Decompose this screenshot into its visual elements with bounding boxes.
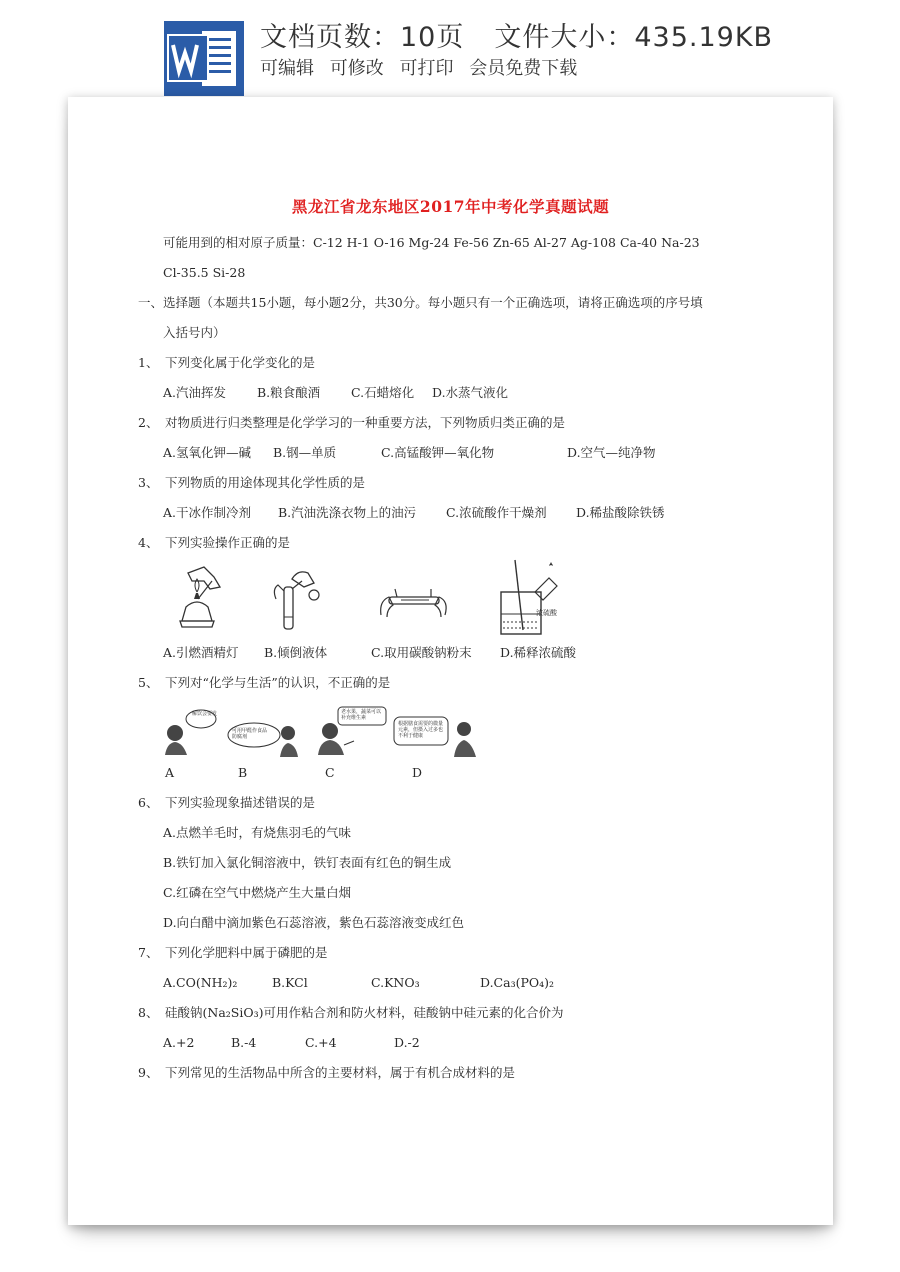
option-c: C.+4 [305, 1035, 337, 1050]
option-b: B.汽油洗涤衣物上的油污 [278, 505, 417, 520]
option-b: B.粮食酿酒 [257, 385, 321, 400]
speech-text: 根据膳食需要的微量元素，但摄入过多也不利于健康 [398, 721, 444, 739]
question-text: 下列实验操作正确的是 [165, 535, 291, 550]
question-text: 下列物质的用途体现其化学性质的是 [165, 475, 366, 490]
atomic-masses-line-2: Cl-35.5 Si-28 [163, 265, 246, 280]
option-d: D.-2 [394, 1035, 420, 1050]
option-a: A.氢氧化钾—碱 [163, 445, 252, 460]
question-text: 硅酸钠(Na₂SiO₃)可用作粘合剂和防火材料，硅酸钠中硅元素的化合价为 [165, 1005, 564, 1020]
question-text: 下列对“化学与生活”的认识，不正确的是 [165, 675, 391, 690]
option-b: B.铁钉加入氯化铜溶液中，铁钉表面有红色的铜生成 [163, 855, 452, 870]
option-a: A.干冰作制冷剂 [163, 505, 252, 520]
atomic-masses-line-1: 可能用到的相对原子质量：C-12 H-1 O-16 Mg-24 Fe-56 Zn-65 Al-27 Ag-108 Ca-40 Na-23 [163, 235, 700, 250]
document-page [68, 97, 833, 1225]
option-b: B.钢—单质 [273, 445, 337, 460]
speech-text: 解饮会要发 [192, 711, 218, 717]
powder-spatula-figure [373, 575, 453, 630]
option-a: A.汽油挥发 [163, 385, 227, 400]
alcohol-lamp-figure [168, 559, 228, 639]
speech-text: 可用甲醛作食品防腐剂 [232, 728, 268, 740]
option-d: D.水蒸气液化 [432, 385, 509, 400]
section-heading-line-1: 一、选择题（本题共15小题，每小题2分，共30分。每小题只有一个正确选项，请将正确选项的序号填 [138, 295, 703, 310]
section-heading-line-2: 入括号内） [163, 325, 226, 340]
option-b: B.-4 [231, 1035, 257, 1050]
question-number: 4、 [138, 535, 159, 550]
option-a: A.+2 [163, 1035, 195, 1050]
figure-label: 浓硫酸 [536, 609, 557, 617]
option-c: C.高锰酸钾—氧化物 [381, 445, 495, 460]
option-c: C.红磷在空气中燃烧产生大量白烟 [163, 885, 352, 900]
option-d: D.稀盐酸除铁锈 [576, 505, 665, 520]
option-c: C.取用碳酸钠粉末 [371, 645, 472, 660]
question-number: 1、 [138, 355, 159, 370]
option-c: C [325, 765, 335, 780]
option-d: D.向白醋中滴加紫色石蕊溶液，紫色石蕊溶液变成红色 [163, 915, 465, 930]
speech-text: 老水果，蔬菜可以补充维生素 [341, 709, 382, 721]
feature-editable: 可编辑 [260, 58, 314, 79]
option-a: A [165, 765, 175, 780]
feature-modifiable: 可修改 [329, 58, 384, 79]
option-d: D.稀释浓硫酸 [500, 645, 577, 660]
file-size: 文件大小：435.19KB [494, 22, 774, 53]
question-text: 对物质进行归类整理是化学学习的一种重要方法，下列物质归类正确的是 [165, 415, 566, 430]
feature-list [260, 58, 587, 80]
question-number: 2、 [138, 415, 159, 430]
feature-free-download: 会员免费下载 [469, 58, 578, 79]
pouring-liquid-figure [268, 559, 328, 639]
document-info-line [260, 22, 773, 54]
document-title: 黑龙江省龙东地区2017年中考化学真题试题 [291, 197, 610, 216]
word-file-icon [164, 21, 244, 96]
question-text: 下列常见的生活物品中所含的主要材料，属于有机合成材料的是 [165, 1065, 516, 1080]
option-b: B.倾倒液体 [264, 645, 328, 660]
option-c: C.浓硫酸作干燥剂 [446, 505, 547, 520]
option-c: C.石蜡熔化 [351, 385, 415, 400]
question-number: 3、 [138, 475, 159, 490]
option-b: B.KCl [272, 975, 308, 990]
option-d: D [412, 765, 423, 780]
question-text: 下列变化属于化学变化的是 [165, 355, 316, 370]
option-a: A.点燃羊毛时，有烧焦羽毛的气味 [163, 825, 352, 840]
question-number: 7、 [138, 945, 159, 960]
question-number: 6、 [138, 795, 159, 810]
question-text: 下列实验现象描述错误的是 [165, 795, 316, 810]
question-number: 5、 [138, 675, 159, 690]
question-number: 8、 [138, 1005, 159, 1020]
question-text: 下列化学肥料中属于磷肥的是 [165, 945, 328, 960]
option-c: C.KNO₃ [371, 975, 420, 990]
option-a: A.CO(NH₂)₂ [163, 975, 238, 990]
dilute-acid-figure [493, 552, 568, 642]
option-d: D.Ca₃(PO₄)₂ [480, 975, 555, 990]
page-count: 文档页数：10页 [260, 22, 465, 53]
question-number: 9、 [138, 1065, 159, 1080]
option-a: A.引燃酒精灯 [163, 645, 239, 660]
option-d: D.空气—纯净物 [567, 445, 656, 460]
option-b: B [238, 765, 248, 780]
feature-printable: 可打印 [399, 58, 454, 79]
